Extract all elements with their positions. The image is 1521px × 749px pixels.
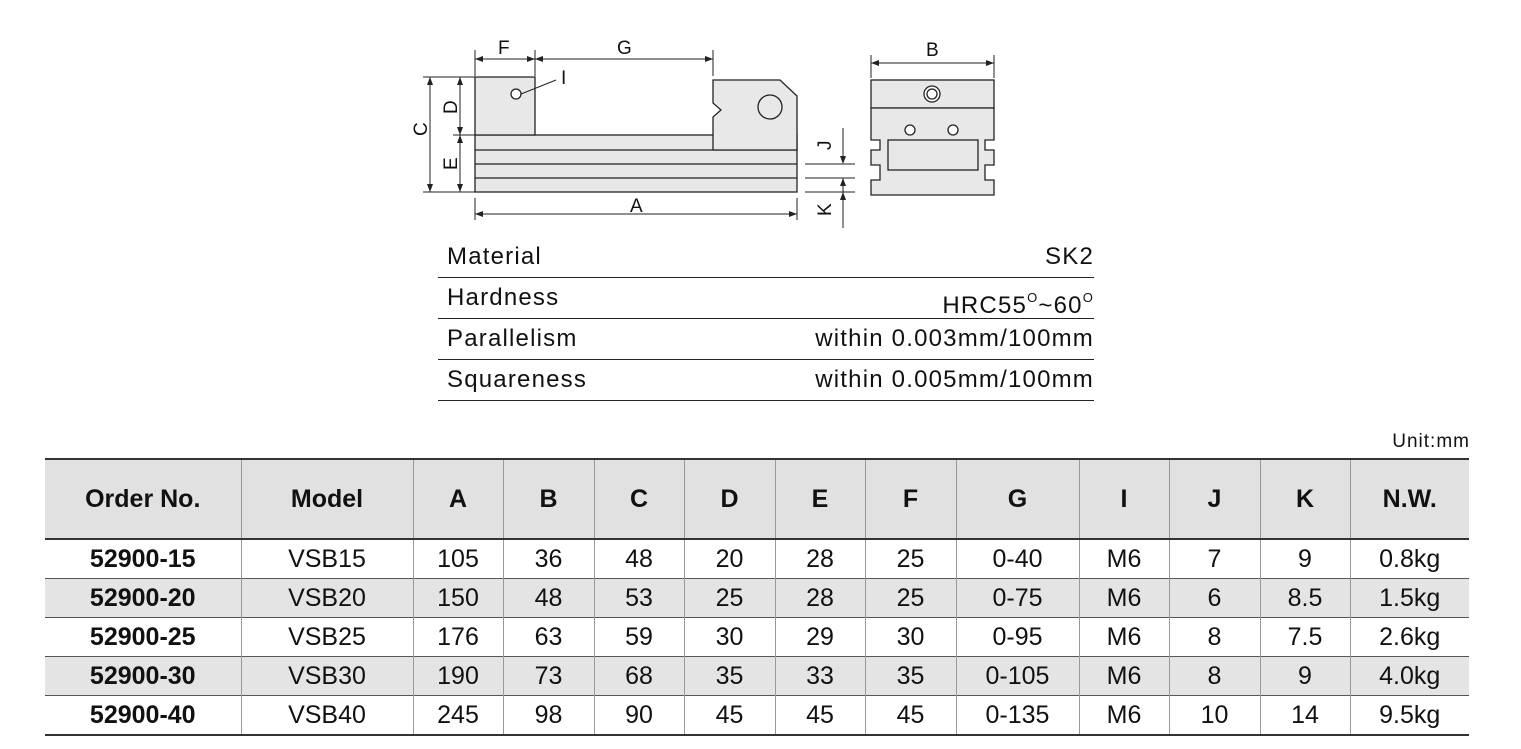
spec-value: within 0.005mm/100mm xyxy=(815,366,1094,393)
header-cell: C xyxy=(594,459,684,539)
table-cell: 7 xyxy=(1169,539,1260,579)
header-cell: Model xyxy=(241,459,413,539)
vise-side-view xyxy=(475,77,797,192)
degree-mark: O xyxy=(1082,290,1094,305)
unit-label: Unit:mm xyxy=(1392,431,1470,452)
spec-value xyxy=(942,283,1094,321)
table-cell: 25 xyxy=(684,579,775,618)
table-cell: 45 xyxy=(684,696,775,736)
table-cell: 4.0kg xyxy=(1350,657,1469,696)
dim-label-J: J xyxy=(815,140,836,150)
table-cell: 0-135 xyxy=(956,696,1079,736)
header-cell: D xyxy=(684,459,775,539)
spec-row-parallelism xyxy=(438,319,1094,360)
table-cell: 8 xyxy=(1169,618,1260,657)
spec-key: Material xyxy=(447,243,542,270)
table-row xyxy=(45,579,1469,618)
spec-key: Hardness xyxy=(447,284,560,311)
dim-label-C: C xyxy=(411,122,432,136)
table-cell: 45 xyxy=(865,696,956,736)
table-cell: 59 xyxy=(594,618,684,657)
header-cell: E xyxy=(775,459,865,539)
table-row xyxy=(45,618,1469,657)
table-cell: 33 xyxy=(775,657,865,696)
table-cell: 105 xyxy=(413,539,503,579)
order-number-cell: 52900-25 xyxy=(45,618,241,657)
table-cell: 0-40 xyxy=(956,539,1079,579)
header-cell: I xyxy=(1079,459,1169,539)
header-row xyxy=(45,459,1469,539)
table-cell: VSB40 xyxy=(241,696,413,736)
vise-end-view xyxy=(871,80,994,195)
table-cell: 0-105 xyxy=(956,657,1079,696)
table-cell: 9 xyxy=(1260,539,1350,579)
header-cell: G xyxy=(956,459,1079,539)
spec-key: Parallelism xyxy=(447,325,578,352)
header-cell: Order No. xyxy=(45,459,241,539)
dim-label-B: B xyxy=(926,40,939,61)
dim-label-F: F xyxy=(498,38,510,59)
table-row xyxy=(45,696,1469,736)
table-cell: 29 xyxy=(775,618,865,657)
table-cell: 150 xyxy=(413,579,503,618)
table-cell: VSB25 xyxy=(241,618,413,657)
table-cell: 98 xyxy=(503,696,594,736)
table-cell: 176 xyxy=(413,618,503,657)
dim-label-D: D xyxy=(441,100,462,114)
dim-label-A: A xyxy=(630,196,643,217)
spec-table xyxy=(438,237,1094,401)
spec-row-squareness xyxy=(438,360,1094,401)
spec-key: Squareness xyxy=(447,366,588,393)
table-cell: 68 xyxy=(594,657,684,696)
order-number-cell: 52900-20 xyxy=(45,579,241,618)
table-cell: 53 xyxy=(594,579,684,618)
table-cell: VSB15 xyxy=(241,539,413,579)
table-cell: 2.6kg xyxy=(1350,618,1469,657)
table-cell: 20 xyxy=(684,539,775,579)
vise-drawing xyxy=(395,30,1015,235)
dim-label-K: K xyxy=(815,203,836,216)
table-cell: 25 xyxy=(865,579,956,618)
table-cell: 8.5 xyxy=(1260,579,1350,618)
table-cell: M6 xyxy=(1079,657,1169,696)
header-cell: J xyxy=(1169,459,1260,539)
degree-mark: O xyxy=(1027,290,1039,305)
table-cell: 8 xyxy=(1169,657,1260,696)
spec-value: SK2 xyxy=(1045,243,1094,270)
table-cell: 28 xyxy=(775,539,865,579)
order-number-cell: 52900-30 xyxy=(45,657,241,696)
table-cell: M6 xyxy=(1079,696,1169,736)
table-cell: 45 xyxy=(775,696,865,736)
spec-value: within 0.003mm/100mm xyxy=(815,325,1094,352)
table-row xyxy=(45,539,1469,579)
header-cell: A xyxy=(413,459,503,539)
table-cell: 63 xyxy=(503,618,594,657)
table-cell: VSB30 xyxy=(241,657,413,696)
table-cell: 245 xyxy=(413,696,503,736)
table-cell: 48 xyxy=(594,539,684,579)
spec-row-hardness xyxy=(438,278,1094,319)
table-cell: 9.5kg xyxy=(1350,696,1469,736)
table-cell: 1.5kg xyxy=(1350,579,1469,618)
table-cell: 10 xyxy=(1169,696,1260,736)
table-cell: 73 xyxy=(503,657,594,696)
table-cell: 0-75 xyxy=(956,579,1079,618)
order-number-cell: 52900-15 xyxy=(45,539,241,579)
table-cell: 48 xyxy=(503,579,594,618)
dim-label-G: G xyxy=(617,38,632,59)
table-cell: 7.5 xyxy=(1260,618,1350,657)
table-cell: 36 xyxy=(503,539,594,579)
model-table xyxy=(45,458,1469,736)
table-cell: 6 xyxy=(1169,579,1260,618)
spec-row-material xyxy=(438,237,1094,278)
table-cell: 9 xyxy=(1260,657,1350,696)
table-cell: 28 xyxy=(775,579,865,618)
table-cell: 35 xyxy=(684,657,775,696)
table-body xyxy=(45,539,1469,735)
table-cell: 30 xyxy=(684,618,775,657)
table-cell: M6 xyxy=(1079,539,1169,579)
table-cell: 0-95 xyxy=(956,618,1079,657)
order-number-cell: 52900-40 xyxy=(45,696,241,736)
table-cell: M6 xyxy=(1079,618,1169,657)
table-cell: 14 xyxy=(1260,696,1350,736)
table-cell: 35 xyxy=(865,657,956,696)
table-row xyxy=(45,657,1469,696)
dim-label-I: I xyxy=(561,68,567,89)
table-cell: 25 xyxy=(865,539,956,579)
table-cell: 190 xyxy=(413,657,503,696)
table-cell: M6 xyxy=(1079,579,1169,618)
table-cell: VSB20 xyxy=(241,579,413,618)
table-cell: 90 xyxy=(594,696,684,736)
header-cell: B xyxy=(503,459,594,539)
hardness-min: HRC55 xyxy=(942,292,1028,319)
dim-label-E: E xyxy=(441,157,462,170)
hardness-max: ~60 xyxy=(1038,292,1083,319)
table-cell: 0.8kg xyxy=(1350,539,1469,579)
header-cell: K xyxy=(1260,459,1350,539)
header-cell: N.W. xyxy=(1350,459,1469,539)
table-cell: 30 xyxy=(865,618,956,657)
header-cell: F xyxy=(865,459,956,539)
